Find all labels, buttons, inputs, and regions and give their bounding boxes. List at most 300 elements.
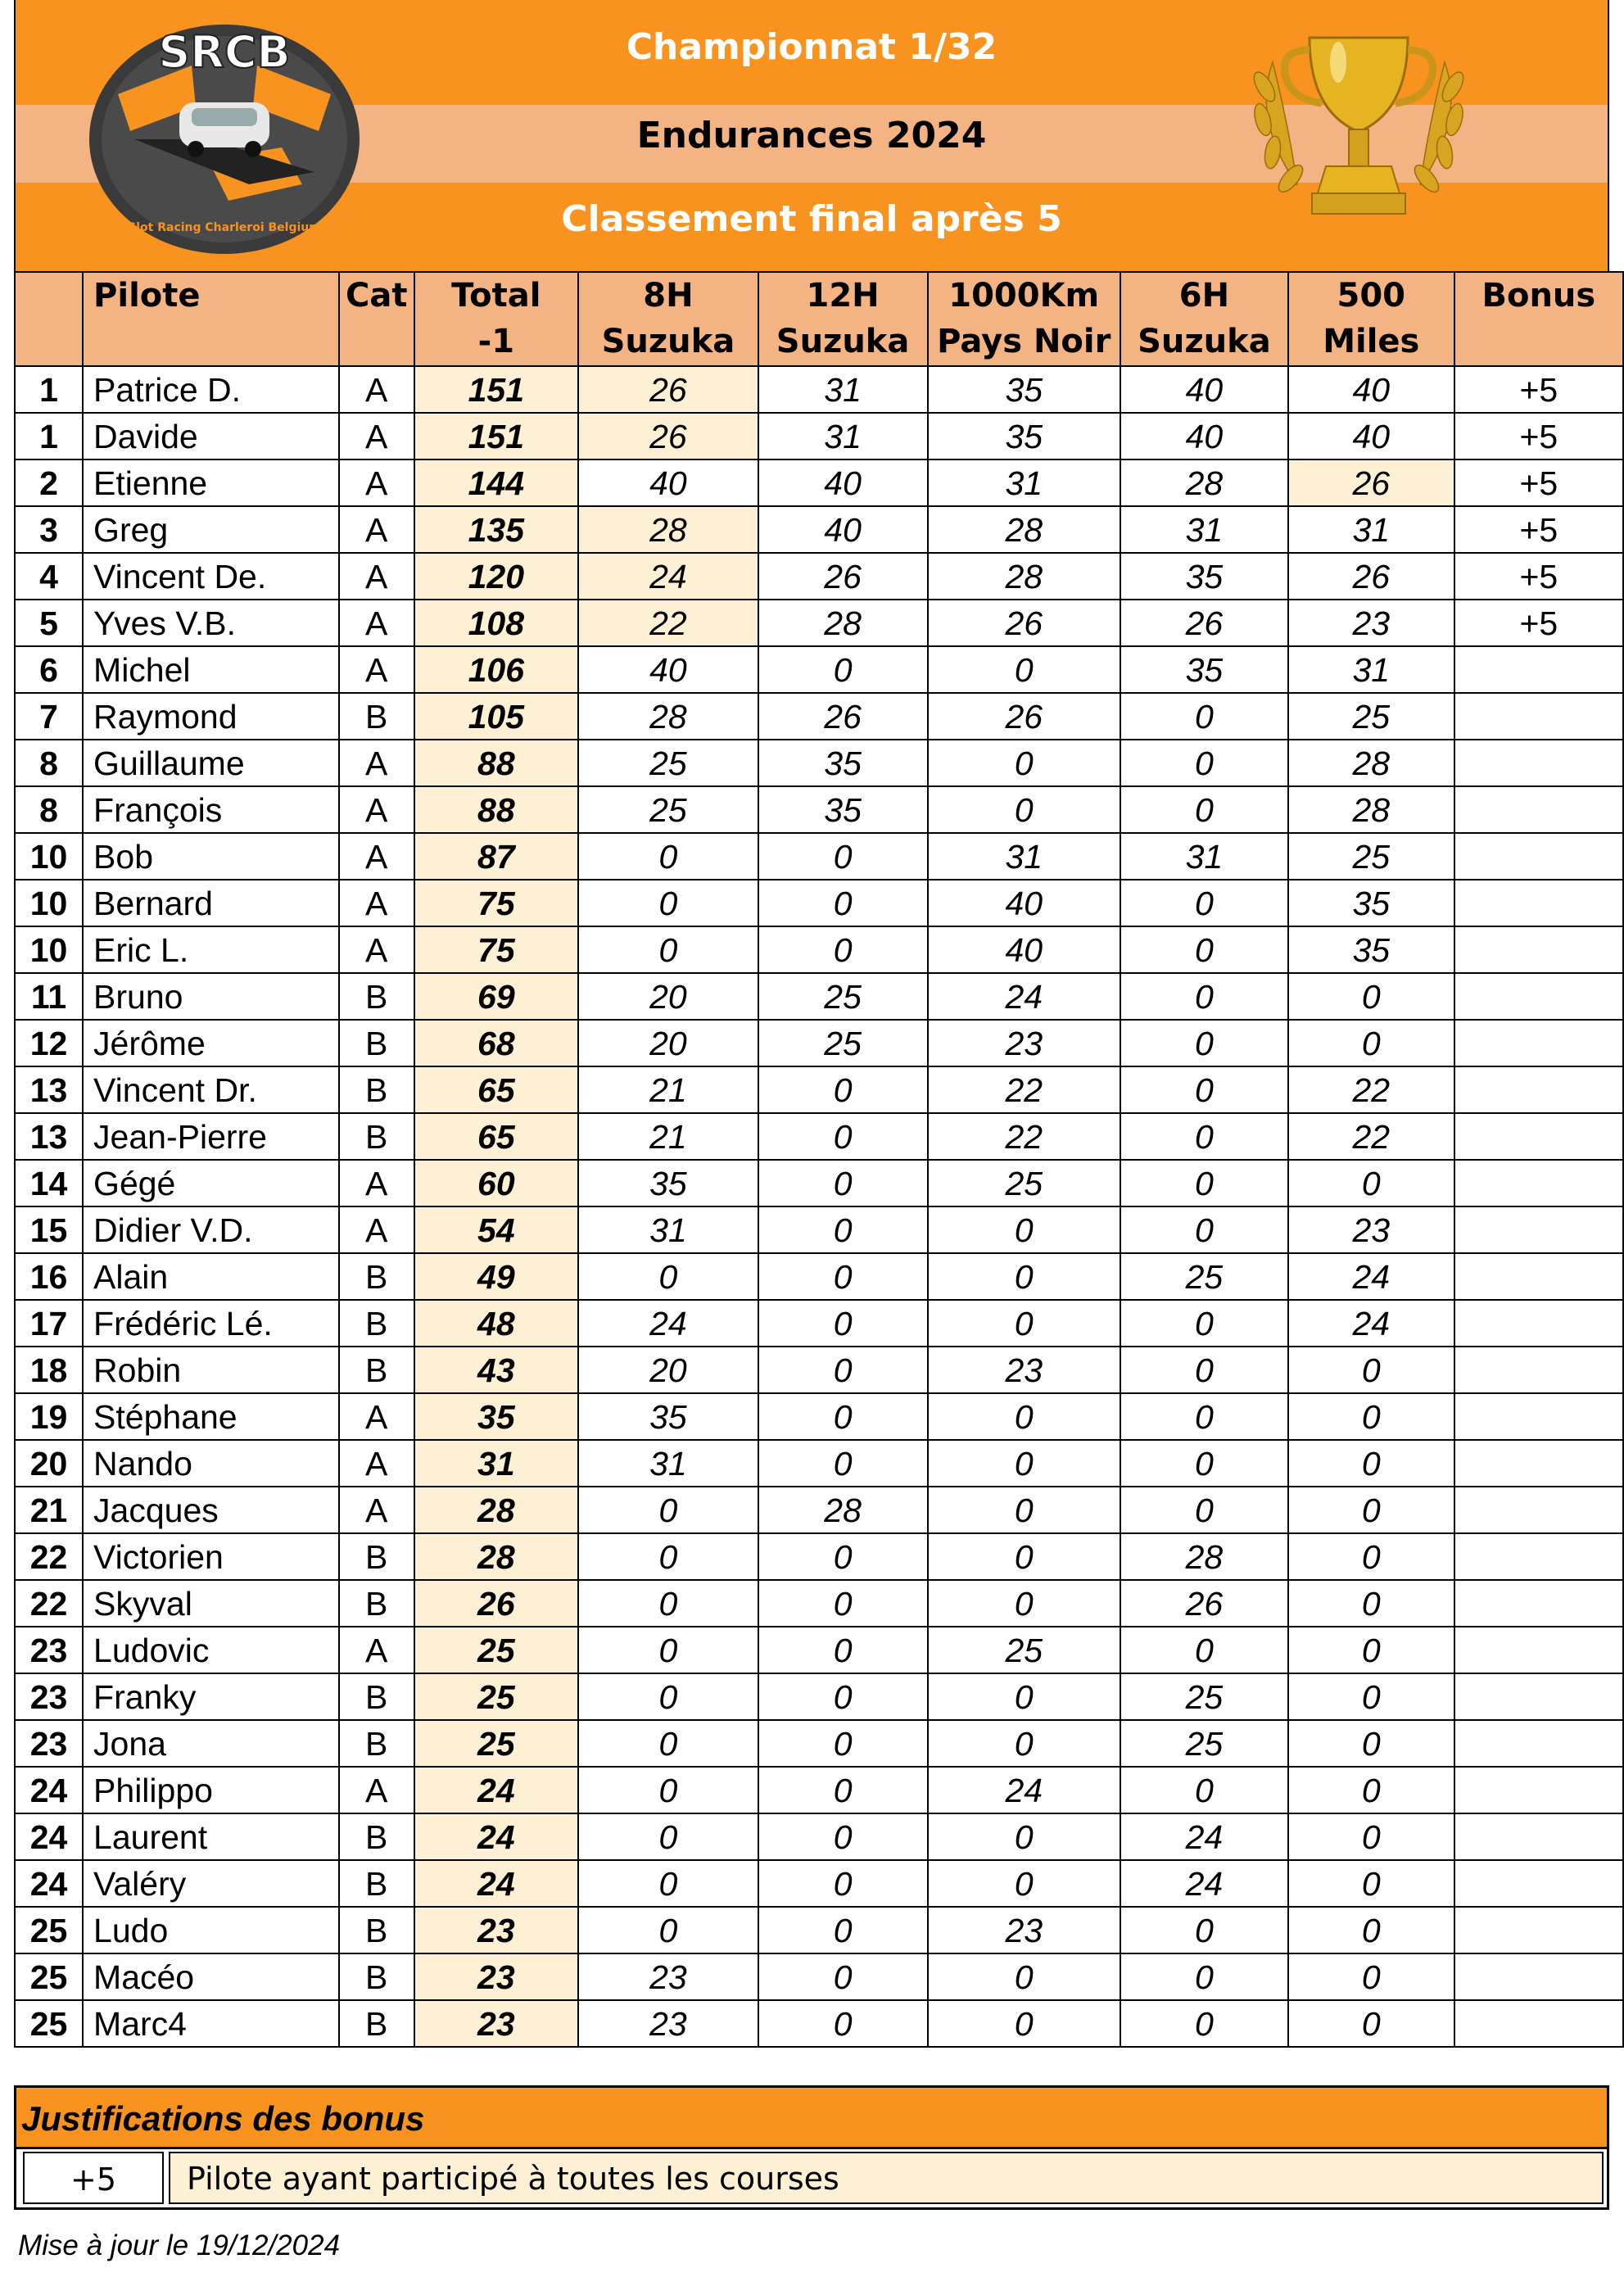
pilot-cell: Skyval: [83, 1580, 339, 1627]
bonus-cell: [1454, 693, 1623, 740]
header-label-line1: Cat: [345, 277, 408, 315]
pilot-cell: Ludo: [83, 1907, 339, 1953]
total-cell: 25: [414, 1627, 579, 1673]
category-cell: A: [339, 786, 414, 833]
race-score-cell: 0: [1120, 1300, 1288, 1347]
race-score-cell: 0: [758, 646, 928, 693]
pilot-cell: Michel: [83, 646, 339, 693]
race-score-cell: 0: [758, 1953, 928, 2000]
update-date: Mise à jour le 19/12/2024: [18, 2229, 341, 2261]
category-cell: A: [339, 926, 414, 973]
rank-cell: 8: [15, 740, 83, 786]
category-cell: B: [339, 1953, 414, 2000]
rank-cell: 7: [15, 693, 83, 740]
standings-table: [14, 271, 1624, 2048]
race-score-cell: 0: [1288, 1393, 1454, 1440]
header-label-line1: 6H: [1178, 277, 1230, 315]
header-8h-suzuka: [578, 272, 758, 366]
standings-body: [15, 366, 1623, 2047]
bonus-cell: [1454, 786, 1623, 833]
bonus-cell: [1454, 1440, 1623, 1487]
total-cell: 28: [414, 1487, 579, 1533]
bonus-cell: [1454, 1160, 1623, 1206]
race-score-cell: 0: [758, 1393, 928, 1440]
total-cell: 75: [414, 926, 579, 973]
race-score-cell: 28: [578, 693, 758, 740]
race-score-cell: 0: [1288, 1020, 1454, 1066]
race-score-cell: 40: [1120, 413, 1288, 459]
header-label-line2: Pays Noir: [937, 323, 1111, 360]
race-score-cell: 0: [928, 2000, 1120, 2047]
race-score-cell: 0: [758, 1907, 928, 1953]
race-score-cell: 23: [1288, 600, 1454, 646]
table-row: [15, 1673, 1623, 1720]
race-score-cell: 25: [578, 740, 758, 786]
category-cell: A: [339, 506, 414, 553]
race-score-cell: 35: [1288, 880, 1454, 926]
category-cell: B: [339, 1533, 414, 1580]
bonus-cell: [1454, 1767, 1623, 1813]
race-score-cell: 0: [1288, 1160, 1454, 1206]
trophy-icon: [1240, 29, 1477, 242]
race-score-cell: 0: [758, 1113, 928, 1160]
race-score-cell: 31: [758, 366, 928, 413]
pilot-cell: Nando: [83, 1440, 339, 1487]
bonus-cell: [1454, 1860, 1623, 1907]
category-cell: B: [339, 1860, 414, 1907]
race-score-cell: 25: [1288, 693, 1454, 740]
race-score-cell: 22: [928, 1066, 1120, 1113]
race-score-cell: 0: [1288, 1953, 1454, 2000]
race-score-cell: 0: [758, 1206, 928, 1253]
table-row: [15, 553, 1623, 600]
race-score-cell: 22: [578, 600, 758, 646]
rank-cell: 13: [15, 1113, 83, 1160]
header-banner: [14, 0, 1609, 273]
total-cell: 65: [414, 1113, 579, 1160]
table-row: [15, 1533, 1623, 1580]
table-row: [15, 740, 1623, 786]
table-row: [15, 880, 1623, 926]
bonus-cell: [1454, 926, 1623, 973]
race-score-cell: 23: [578, 2000, 758, 2047]
total-cell: 87: [414, 833, 579, 880]
pilot-cell: Jean-Pierre: [83, 1113, 339, 1160]
race-score-cell: 20: [578, 1347, 758, 1393]
header-label-line2: Suzuka: [601, 323, 735, 360]
race-score-cell: 24: [928, 1767, 1120, 1813]
pilot-cell: Philippo: [83, 1767, 339, 1813]
race-score-cell: 0: [928, 1813, 1120, 1860]
total-cell: 68: [414, 1020, 579, 1066]
race-score-cell: 0: [928, 1860, 1120, 1907]
header-bonus: [1454, 272, 1623, 366]
race-score-cell: 22: [928, 1113, 1120, 1160]
race-score-cell: 26: [1120, 1580, 1288, 1627]
rank-cell: 25: [15, 1953, 83, 2000]
race-score-cell: 26: [758, 553, 928, 600]
table-row: [15, 1066, 1623, 1113]
rank-cell: 1: [15, 413, 83, 459]
pilot-cell: Alain: [83, 1253, 339, 1300]
race-score-cell: 26: [1288, 553, 1454, 600]
race-score-cell: 40: [1120, 366, 1288, 413]
race-score-cell: 0: [758, 1767, 928, 1813]
header-category: [339, 272, 414, 366]
rank-cell: 23: [15, 1673, 83, 1720]
pilot-cell: Jacques: [83, 1487, 339, 1533]
pilot-cell: Eric L.: [83, 926, 339, 973]
race-score-cell: 35: [1120, 553, 1288, 600]
race-score-cell: 0: [758, 1066, 928, 1113]
race-score-cell: 0: [758, 1627, 928, 1673]
race-score-cell: 0: [578, 880, 758, 926]
race-score-cell: 0: [1288, 973, 1454, 1020]
race-score-cell: 40: [578, 646, 758, 693]
table-row: [15, 1347, 1623, 1393]
race-score-cell: 0: [578, 833, 758, 880]
bonus-justification-box: [14, 2085, 1609, 2210]
race-score-cell: 26: [928, 693, 1120, 740]
rank-cell: 19: [15, 1393, 83, 1440]
bonus-cell: [1454, 1627, 1623, 1673]
table-row: [15, 693, 1623, 740]
rank-cell: 25: [15, 2000, 83, 2047]
race-score-cell: 0: [758, 1813, 928, 1860]
bonus-title: Justifications des bonus: [21, 2099, 425, 2138]
total-cell: 105: [414, 693, 579, 740]
race-score-cell: 23: [928, 1020, 1120, 1066]
table-row: [15, 413, 1623, 459]
race-score-cell: 25: [758, 1020, 928, 1066]
total-cell: 144: [414, 459, 579, 506]
race-score-cell: 40: [928, 880, 1120, 926]
bonus-cell: +5: [1454, 553, 1623, 600]
race-score-cell: 0: [758, 1580, 928, 1627]
race-score-cell: 31: [758, 413, 928, 459]
bonus-cell: [1454, 1393, 1623, 1440]
table-row: [15, 1767, 1623, 1813]
race-score-cell: 0: [578, 1907, 758, 1953]
race-score-cell: 0: [578, 1627, 758, 1673]
race-score-cell: 23: [928, 1907, 1120, 1953]
bonus-cell: +5: [1454, 459, 1623, 506]
header-6h-suzuka: [1120, 272, 1288, 366]
pilot-cell: Gégé: [83, 1160, 339, 1206]
total-cell: 48: [414, 1300, 579, 1347]
pilot-cell: Etienne: [83, 459, 339, 506]
category-cell: A: [339, 1627, 414, 1673]
race-score-cell: 35: [758, 740, 928, 786]
race-score-cell: 25: [928, 1627, 1120, 1673]
total-cell: 23: [414, 1907, 579, 1953]
header-total: [414, 272, 579, 366]
total-cell: 106: [414, 646, 579, 693]
total-cell: 135: [414, 506, 579, 553]
race-score-cell: 0: [758, 1300, 928, 1347]
race-score-cell: 0: [1120, 1020, 1288, 1066]
race-score-cell: 28: [758, 600, 928, 646]
race-score-cell: 28: [1288, 786, 1454, 833]
bonus-value: +5: [23, 2152, 164, 2204]
race-score-cell: 0: [1120, 740, 1288, 786]
header-label-line2: Suzuka: [776, 323, 910, 360]
race-score-cell: 0: [1120, 1907, 1288, 1953]
table-header-row: [15, 272, 1623, 366]
pilot-cell: Guillaume: [83, 740, 339, 786]
race-score-cell: 0: [578, 1580, 758, 1627]
race-score-cell: 0: [928, 1206, 1120, 1253]
total-cell: 28: [414, 1533, 579, 1580]
pilot-cell: Franky: [83, 1673, 339, 1720]
race-score-cell: 0: [758, 1253, 928, 1300]
header-label-line1: Bonus: [1482, 277, 1596, 315]
category-cell: B: [339, 1907, 414, 1953]
race-score-cell: 23: [928, 1347, 1120, 1393]
category-cell: A: [339, 366, 414, 413]
category-cell: B: [339, 1300, 414, 1347]
race-score-cell: 0: [1120, 786, 1288, 833]
pilot-cell: Jérôme: [83, 1020, 339, 1066]
race-score-cell: 0: [928, 740, 1120, 786]
rank-cell: 20: [15, 1440, 83, 1487]
race-score-cell: 24: [928, 973, 1120, 1020]
bonus-cell: [1454, 1720, 1623, 1767]
pilot-cell: Vincent Dr.: [83, 1066, 339, 1113]
total-cell: 151: [414, 413, 579, 459]
rank-cell: 12: [15, 1020, 83, 1066]
race-score-cell: 0: [928, 1720, 1120, 1767]
bonus-cell: [1454, 740, 1623, 786]
table-row: [15, 1206, 1623, 1253]
race-score-cell: 28: [928, 553, 1120, 600]
category-cell: A: [339, 413, 414, 459]
total-cell: 69: [414, 973, 579, 1020]
total-cell: 151: [414, 366, 579, 413]
header-12h-suzuka: [758, 272, 928, 366]
table-row: [15, 973, 1623, 1020]
bonus-cell: [1454, 973, 1623, 1020]
race-score-cell: 0: [1120, 1160, 1288, 1206]
race-score-cell: 0: [1120, 1206, 1288, 1253]
pilot-cell: Ludovic: [83, 1627, 339, 1673]
rank-cell: 10: [15, 833, 83, 880]
race-score-cell: 24: [1288, 1253, 1454, 1300]
race-score-cell: 0: [578, 1720, 758, 1767]
total-cell: 24: [414, 1767, 579, 1813]
race-score-cell: 0: [758, 1160, 928, 1206]
race-score-cell: 24: [578, 1300, 758, 1347]
bonus-cell: +5: [1454, 600, 1623, 646]
category-cell: A: [339, 833, 414, 880]
total-cell: 23: [414, 2000, 579, 2047]
race-score-cell: 0: [928, 646, 1120, 693]
table-row: [15, 1393, 1623, 1440]
race-score-cell: 0: [1120, 1953, 1288, 2000]
table-row: [15, 600, 1623, 646]
header-label-line1: 1000Km: [948, 277, 1100, 315]
bonus-description: Pilote ayant participé à toutes les courses: [169, 2152, 1604, 2204]
table-row: [15, 1580, 1623, 1627]
table-row: [15, 1113, 1623, 1160]
race-score-cell: 31: [928, 833, 1120, 880]
header-label-line1: 12H: [806, 277, 880, 315]
race-score-cell: 0: [928, 1487, 1120, 1533]
rank-cell: 21: [15, 1487, 83, 1533]
pilot-cell: Bob: [83, 833, 339, 880]
pilot-cell: Davide: [83, 413, 339, 459]
category-cell: B: [339, 1673, 414, 1720]
category-cell: A: [339, 740, 414, 786]
rank-cell: 6: [15, 646, 83, 693]
pilot-cell: Bruno: [83, 973, 339, 1020]
pilot-cell: Jona: [83, 1720, 339, 1767]
race-score-cell: 0: [1120, 973, 1288, 1020]
race-score-cell: 0: [928, 1253, 1120, 1300]
bonus-cell: [1454, 1953, 1623, 2000]
race-score-cell: 0: [578, 1487, 758, 1533]
table-row: [15, 1020, 1623, 1066]
bonus-cell: [1454, 1907, 1623, 1953]
race-score-cell: 25: [928, 1160, 1120, 1206]
table-row: [15, 1860, 1623, 1907]
bonus-cell: [1454, 833, 1623, 880]
rank-cell: 8: [15, 786, 83, 833]
bonus-cell: [1454, 1066, 1623, 1113]
header-label-line2: Suzuka: [1138, 323, 1271, 360]
table-row: [15, 1720, 1623, 1767]
race-score-cell: 0: [928, 1440, 1120, 1487]
race-score-cell: 28: [758, 1487, 928, 1533]
total-cell: 120: [414, 553, 579, 600]
race-score-cell: 0: [758, 926, 928, 973]
race-score-cell: 0: [928, 1300, 1120, 1347]
pilot-cell: Robin: [83, 1347, 339, 1393]
race-score-cell: 25: [1120, 1720, 1288, 1767]
table-row: [15, 459, 1623, 506]
bonus-header: [16, 2088, 1607, 2149]
race-score-cell: 0: [1288, 1533, 1454, 1580]
category-cell: B: [339, 1066, 414, 1113]
category-cell: A: [339, 1393, 414, 1440]
race-score-cell: 25: [578, 786, 758, 833]
race-score-cell: 21: [578, 1113, 758, 1160]
race-score-cell: 0: [758, 880, 928, 926]
race-score-cell: 0: [1288, 1347, 1454, 1393]
category-cell: B: [339, 2000, 414, 2047]
race-score-cell: 25: [1120, 1253, 1288, 1300]
race-score-cell: 0: [1120, 1487, 1288, 1533]
bonus-cell: [1454, 1300, 1623, 1347]
total-cell: 26: [414, 1580, 579, 1627]
race-score-cell: 26: [578, 413, 758, 459]
championship-title: Championnat 1/32: [626, 26, 997, 68]
rank-cell: 24: [15, 1813, 83, 1860]
pilot-cell: Vincent De.: [83, 553, 339, 600]
race-score-cell: 31: [1288, 646, 1454, 693]
category-cell: A: [339, 1767, 414, 1813]
rank-cell: 23: [15, 1627, 83, 1673]
category-cell: B: [339, 1813, 414, 1860]
race-score-cell: 0: [1288, 1767, 1454, 1813]
race-score-cell: 0: [1120, 1393, 1288, 1440]
total-cell: 88: [414, 740, 579, 786]
bonus-cell: [1454, 1487, 1623, 1533]
race-score-cell: 24: [1288, 1300, 1454, 1347]
total-cell: 35: [414, 1393, 579, 1440]
bonus-cell: [1454, 1533, 1623, 1580]
rank-cell: 11: [15, 973, 83, 1020]
race-score-cell: 0: [1288, 1487, 1454, 1533]
bonus-cell: [1454, 1206, 1623, 1253]
bonus-cell: [1454, 880, 1623, 926]
race-score-cell: 26: [578, 366, 758, 413]
total-cell: 65: [414, 1066, 579, 1113]
race-score-cell: 25: [1120, 1673, 1288, 1720]
race-score-cell: 0: [758, 1440, 928, 1487]
rank-cell: 2: [15, 459, 83, 506]
race-score-cell: 0: [928, 1953, 1120, 2000]
race-score-cell: 0: [1288, 1580, 1454, 1627]
race-score-cell: 0: [1120, 1066, 1288, 1113]
race-score-cell: 31: [1120, 506, 1288, 553]
category-cell: B: [339, 1253, 414, 1300]
rank-cell: 10: [15, 880, 83, 926]
total-cell: 108: [414, 600, 579, 646]
race-score-cell: 0: [1288, 2000, 1454, 2047]
rank-cell: 17: [15, 1300, 83, 1347]
race-score-cell: 35: [1288, 926, 1454, 973]
race-score-cell: 0: [1288, 1907, 1454, 1953]
total-cell: 31: [414, 1440, 579, 1487]
category-cell: A: [339, 1487, 414, 1533]
table-row: [15, 366, 1623, 413]
race-score-cell: 0: [758, 2000, 928, 2047]
race-score-cell: 35: [1120, 646, 1288, 693]
race-score-cell: 35: [928, 366, 1120, 413]
table-row: [15, 646, 1623, 693]
category-cell: A: [339, 1440, 414, 1487]
race-score-cell: 0: [1120, 926, 1288, 973]
bonus-cell: [1454, 2000, 1623, 2047]
race-score-cell: 0: [578, 926, 758, 973]
race-score-cell: 35: [758, 786, 928, 833]
category-cell: B: [339, 1020, 414, 1066]
race-score-cell: 0: [758, 833, 928, 880]
race-score-cell: 31: [578, 1206, 758, 1253]
rank-cell: 5: [15, 600, 83, 646]
header-label-line1: 500: [1337, 277, 1406, 315]
race-score-cell: 0: [1288, 1860, 1454, 1907]
race-score-cell: 0: [758, 1347, 928, 1393]
race-score-cell: 0: [758, 1720, 928, 1767]
category-cell: B: [339, 1347, 414, 1393]
category-cell: A: [339, 1160, 414, 1206]
total-cell: 75: [414, 880, 579, 926]
race-score-cell: 40: [578, 459, 758, 506]
race-score-cell: 0: [578, 1673, 758, 1720]
race-score-cell: 0: [1288, 1440, 1454, 1487]
total-cell: 24: [414, 1813, 579, 1860]
race-score-cell: 31: [578, 1440, 758, 1487]
race-score-cell: 0: [578, 1813, 758, 1860]
rank-cell: 22: [15, 1533, 83, 1580]
race-score-cell: 31: [1288, 506, 1454, 553]
table-row: [15, 1253, 1623, 1300]
race-score-cell: 35: [578, 1160, 758, 1206]
standing-subtitle: Classement final après 5: [561, 198, 1062, 240]
race-score-cell: 35: [928, 413, 1120, 459]
